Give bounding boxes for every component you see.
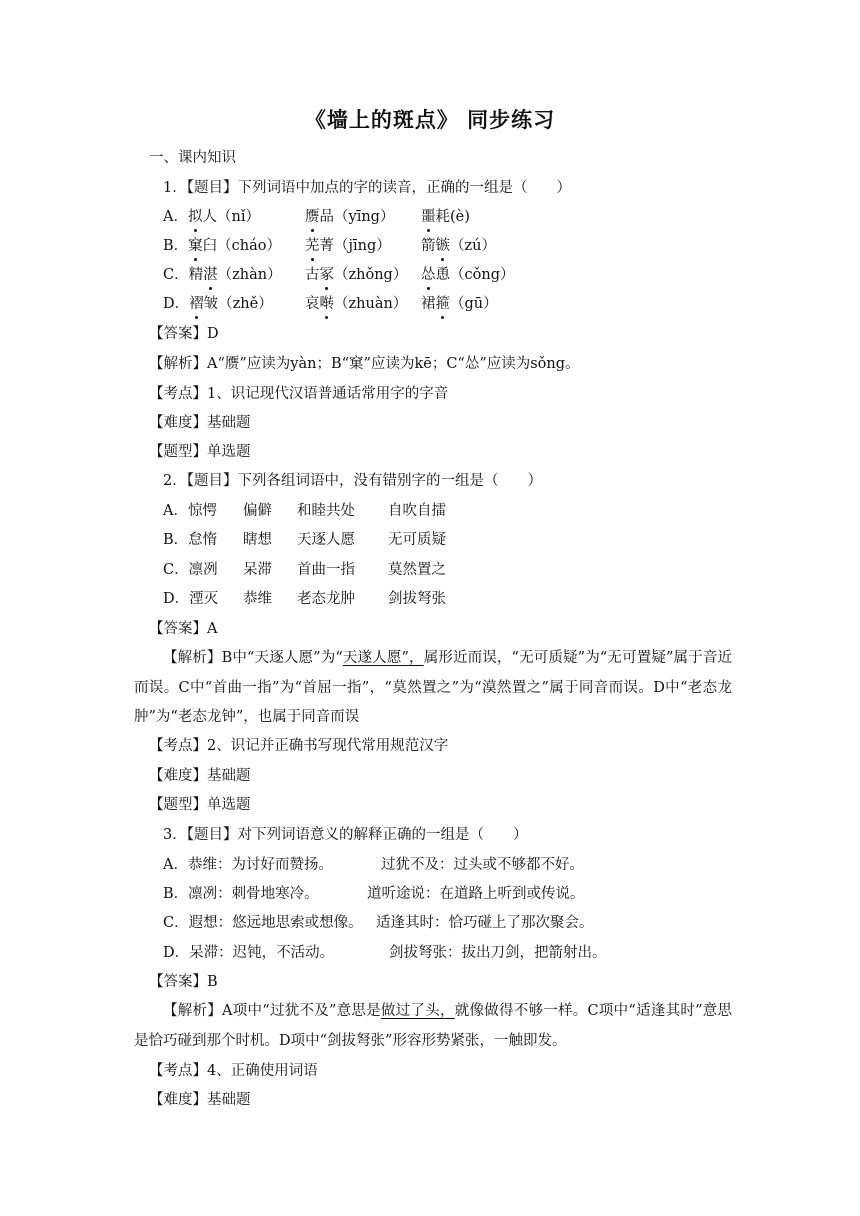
q3-difficulty: 【难度】基础题 [149,1092,251,1108]
section-heading: 一、课内知识 [149,150,236,166]
q3-option-a: A．恭维：为讨好而赞扬。 过犹不及：过头或不够都不好。 [163,857,584,873]
q1-type: 【题型】单选题 [149,444,251,460]
q1-question: 1．【题目】下列词语中加点的字的读音，正确的一组是（ ） [163,180,571,196]
q2-question: 2．【题目】下列各组词语中，没有错别字的一组是（ ） [163,473,542,489]
page-title: 《墙上的斑点》 同步练习 [304,107,556,132]
q2-option-c: C．凛冽 呆滞 首曲一指 莫然置之 [163,562,446,578]
q2-option-d: D．湮灭 恭维 老态龙肿 剑拔弩张 [163,591,446,607]
q2-option-a: A．惊愕 偏僻 和睦共处 自吹自擂 [163,503,446,519]
q2-type: 【题型】单选题 [149,797,251,813]
q2-answer: 【答案】A [149,621,218,637]
q3-point: 【考点】4、正确使用词语 [149,1063,318,1079]
q1-option-b: B．窠臼（cháo） 芜菁（jīng） 箭镞（zú） [163,238,496,254]
q1-answer: 【答案】D [149,326,219,342]
q2-point: 【考点】2、识记并正确书写现代常用规范汉字 [149,738,449,754]
q2-difficulty: 【难度】基础题 [149,768,251,784]
q1-difficulty: 【难度】基础题 [149,415,251,431]
q3-option-c: C．遐想：悠远地思索或想像。 适逢其时：恰巧碰上了那次聚会。 [163,915,594,931]
q1-point: 【考点】1、识记现代汉语普通话常用字的字音 [149,386,449,402]
q1-option-d: D．褶皱（zhě） 哀啭（zhuàn） 裙箍（gū） [163,296,498,312]
q1-analysis: 【解析】A“赝”应读为yàn；B“窠”应读为kē；C“怂”应读为sǒng。 [149,356,580,372]
q3-question: 3．【题目】对下列词语意义的解释正确的一组是（ ） [163,827,528,843]
q1-option-a: A．拟人（nǐ） 赝品（yīng） 噩耗(è) [163,209,470,225]
q3-analysis: 【解析】A项中“过犹不及”意思是做过了头，就像做得不够一样。C项中“适逢其时”意思是恰巧碰到那个时机。D项中“剑拔弩张”形容形势紧张，一触即发。 [134,1003,733,1049]
q3-option-b: B．凛冽：刺骨地寒冷。 道听途说：在道路上听到或传说。 [163,886,585,902]
q3-answer: 【答案】B [149,974,218,990]
q3-option-d: D．呆滞：迟钝，不活动。 剑拔弩张：拔出刀剑，把箭射出。 [163,945,607,961]
q2-analysis: 【解析】B中“天逐人愿”为“天遂人愿”，属形近而误，“无可质疑”为“无可置疑”属于音近而误。C中“首曲一指”为“首屈一指”，“莫然置之”为“漠然置之”属于同音而误。D中“老态龙肿”为“老态龙钟”，也属于同音而误 [134,650,732,726]
q2-option-b: B．怠惰 瞎想 天逐人愿 无可质疑 [163,532,446,548]
q1-option-c: C．精湛（zhàn） 古冢（zhǒng） 怂恿（cǒng） [163,267,515,283]
